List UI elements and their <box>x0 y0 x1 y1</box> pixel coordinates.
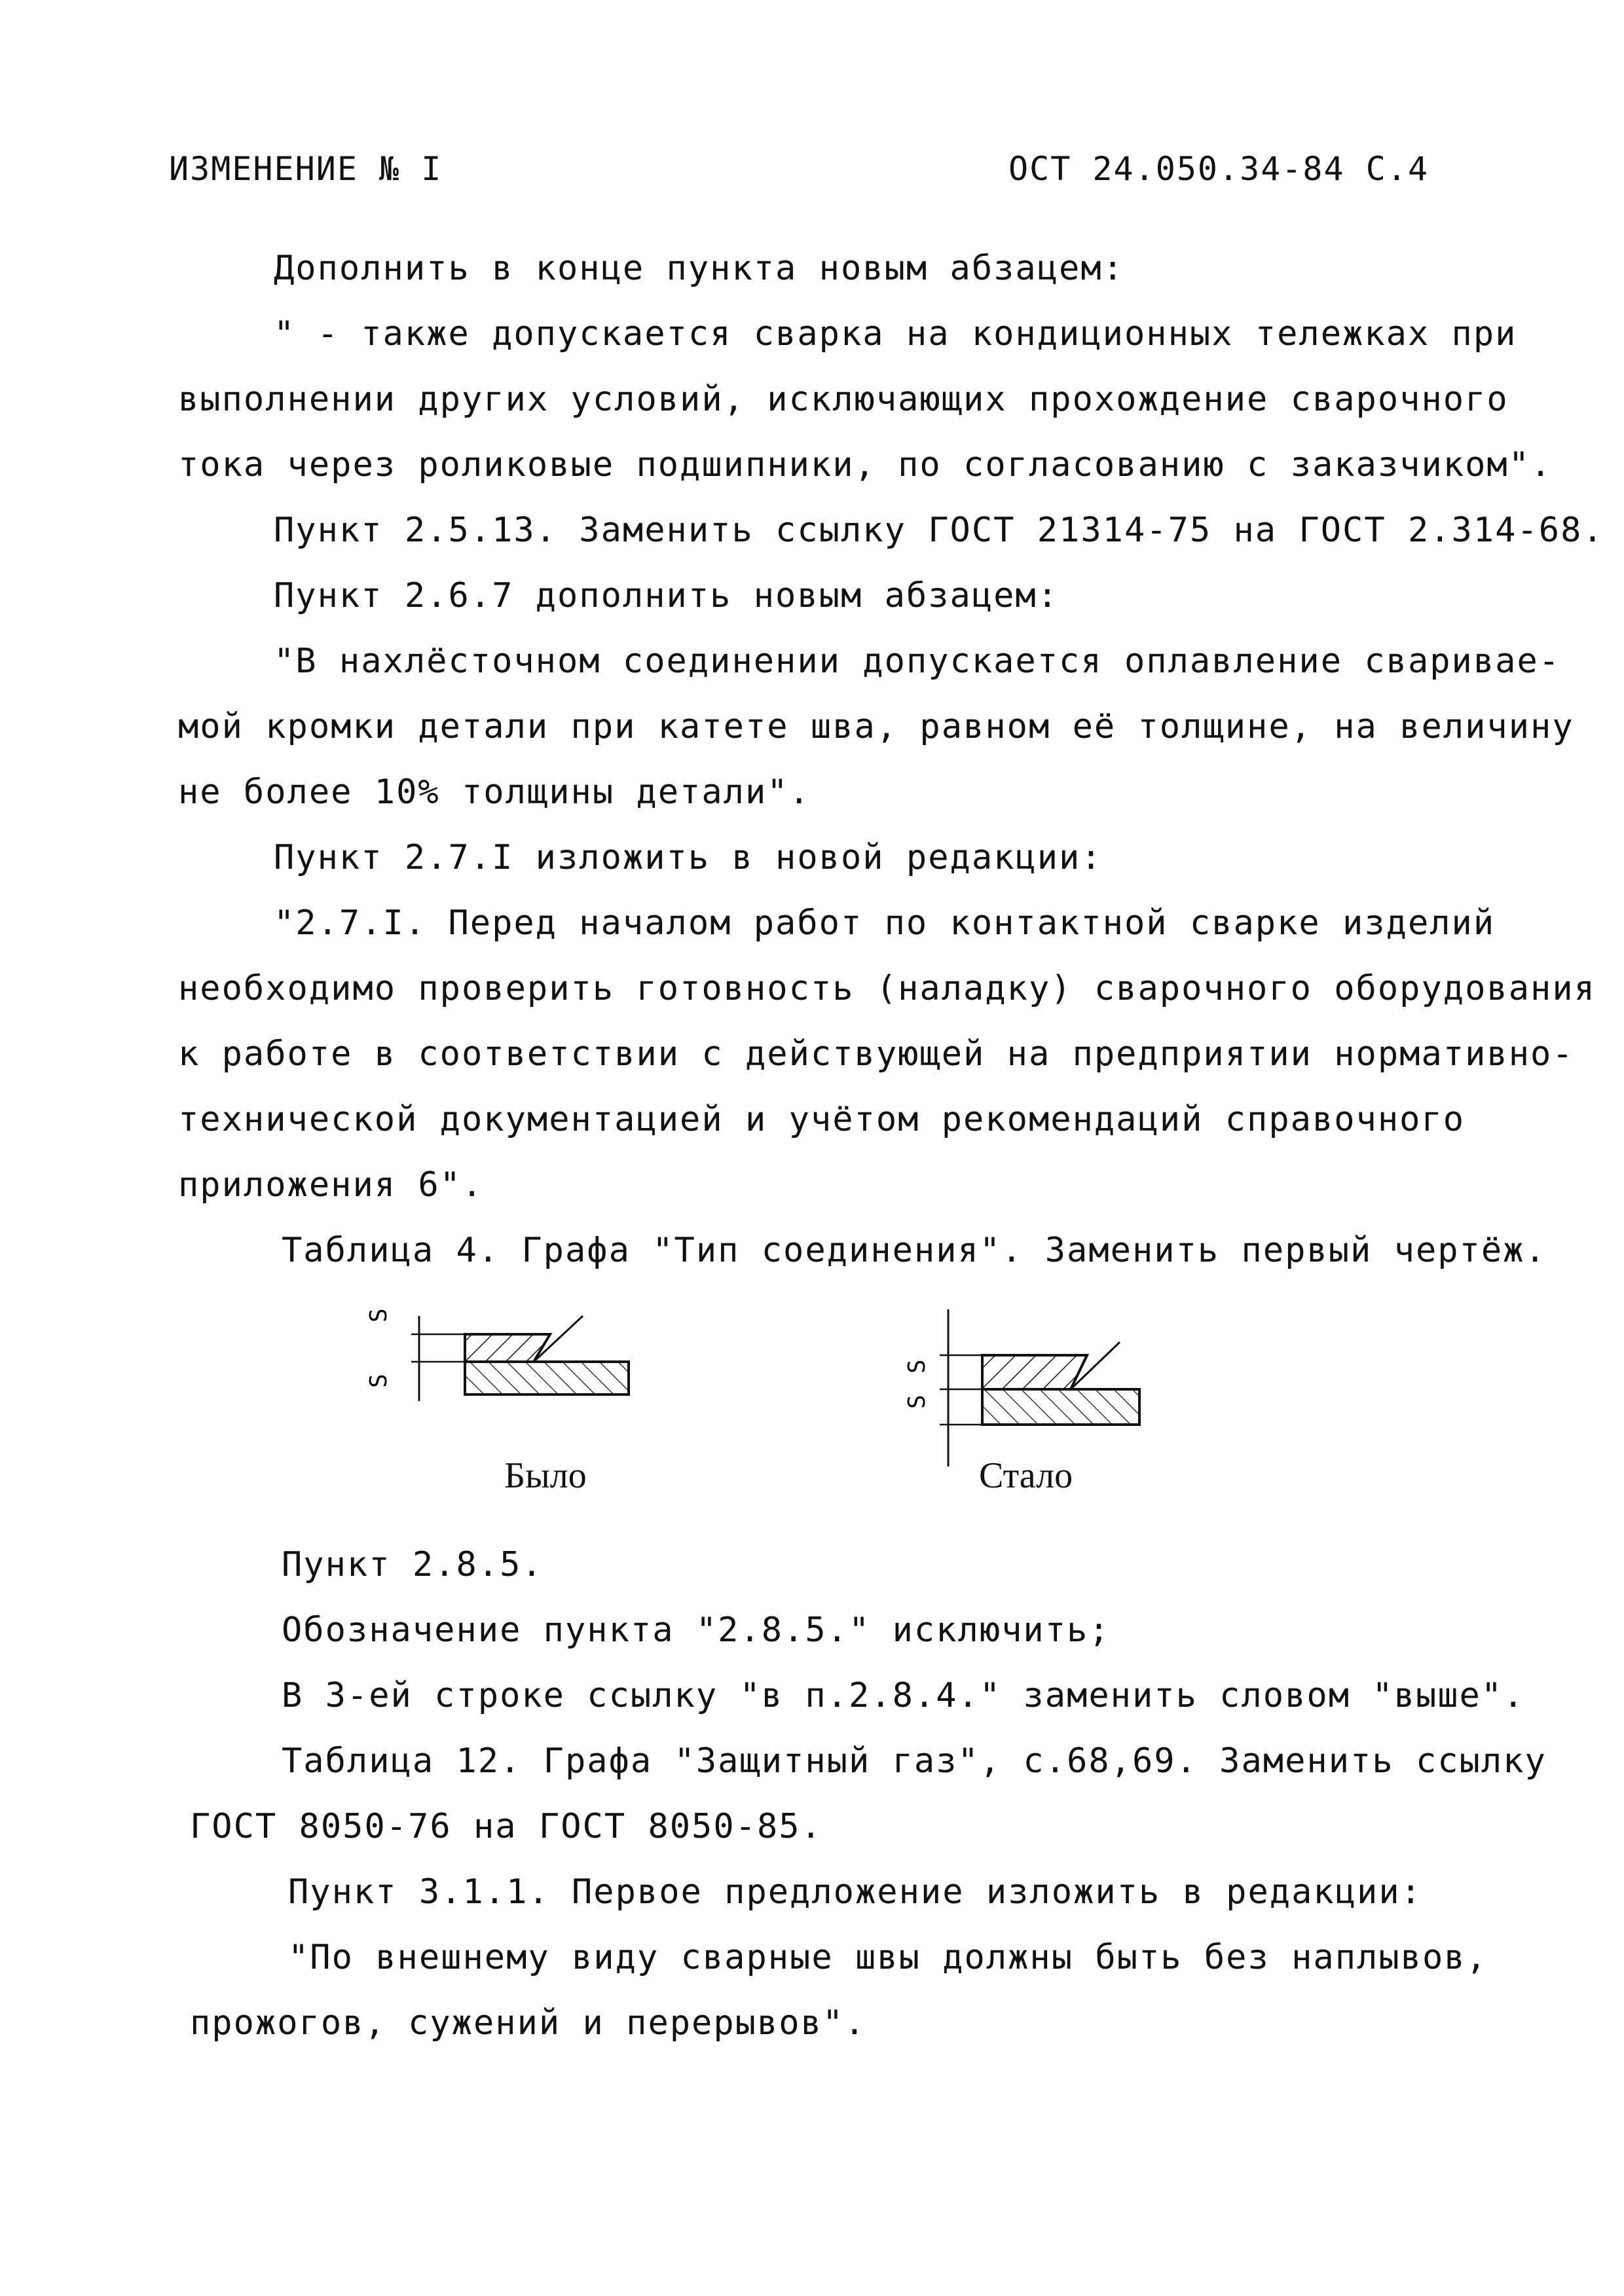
text-line: "В нахлёсточном соединении допускается оплавление сваривае- <box>274 642 1561 681</box>
dim-s-upper: S <box>365 1308 392 1322</box>
doc-change-label: ИЗМЕНЕНИЕ № I <box>169 150 443 188</box>
text-line: "По внешнему виду сварные швы должны быть без наплывов, <box>288 1938 1488 1977</box>
text-line: Пункт 2.7.I изложить в новой редакции: <box>274 838 1103 877</box>
text-line: тока через роликовые подшипники, по согласованию с заказчиком". <box>178 445 1553 484</box>
caption-after: Стало <box>979 1455 1073 1496</box>
dim-s-upper: S <box>904 1359 931 1374</box>
text-line: Таблица 4. Графа "Тип соединения". Заменить первый чертёж. <box>282 1231 1547 1270</box>
text-line: необходимо проверить готовность (наладку) сварочного оборудования <box>178 969 1596 1008</box>
text-line: Пункт 2.8.5. <box>282 1545 544 1584</box>
joint-drawing-before <box>367 1296 642 1440</box>
text-line: Дополнить в конце пункта новым абзацем: <box>274 249 1124 288</box>
text-line: Пункт 2.6.7 дополнить новым абзацем: <box>274 576 1060 615</box>
text-line: " - также допускается сварка на кондиционных тележках при <box>274 314 1517 354</box>
text-line: В 3-ей строке ссылку "в п.2.8.4." заменить словом "выше". <box>282 1676 1525 1715</box>
text-line: выполнении других условий, исключающих прохождение сварочного <box>178 380 1509 419</box>
text-line: Пункт 2.5.13. Заменить ссылку ГОСТ 21314-75 на ГОСТ 2.314-68. <box>274 511 1604 550</box>
text-line: мой кромки детали при катете шва, равном её толщине, на величину <box>178 707 1574 746</box>
text-line: Таблица 12. Графа "Защитный газ", с.68,69. Заменить ссылку <box>282 1741 1547 1781</box>
dim-s-lower: S <box>365 1374 392 1388</box>
caption-before: Было <box>504 1455 587 1496</box>
text-line: прожогов, сужений и перерывов". <box>190 2003 866 2043</box>
dim-s-lower: S <box>904 1394 931 1409</box>
text-line: "2.7.I. Перед началом работ по контактной сварке изделий <box>274 903 1496 943</box>
text-line: Обозначение пункта "2.8.5." исключить; <box>282 1611 1111 1650</box>
text-line: ГОСТ 8050-76 на ГОСТ 8050-85. <box>190 1807 822 1846</box>
text-line: не более 10% толщины детали". <box>178 773 811 812</box>
joint-drawing-after <box>891 1296 1166 1467</box>
text-line: технической документацией и учётом рекомендаций справочного <box>178 1100 1466 1139</box>
text-line: приложения 6". <box>178 1165 484 1205</box>
doc-standard-page: ОСТ 24.050.34-84 С.4 <box>1008 150 1430 188</box>
text-line: к работе в соответствии с действующей на предприятии нормативно- <box>178 1034 1574 1074</box>
text-line: Пункт 3.1.1. Первое предложение изложить в редакции: <box>288 1872 1422 1912</box>
